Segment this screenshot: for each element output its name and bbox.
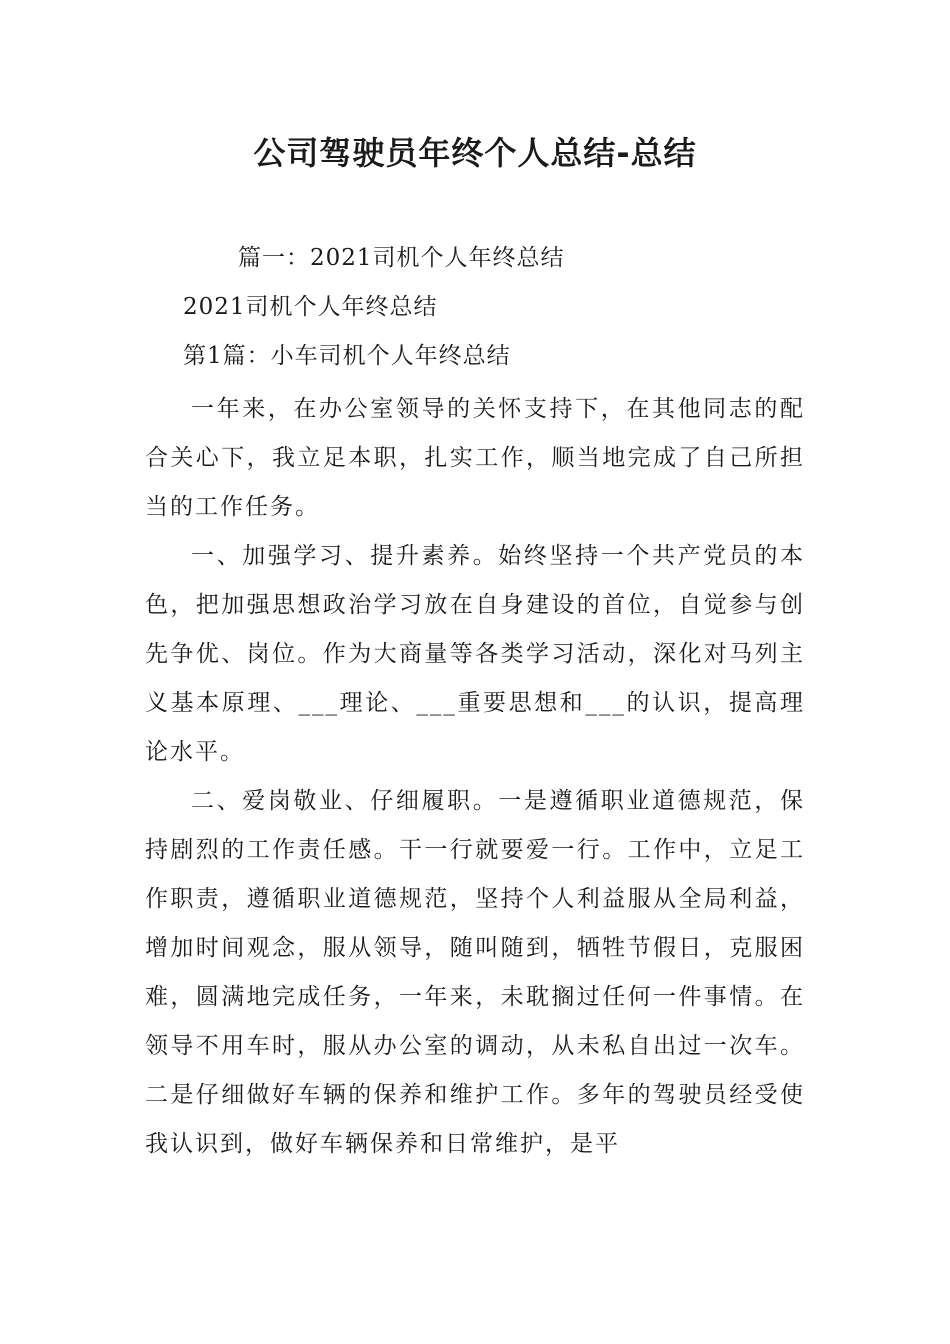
heading-part-one: 第1篇：小车司机个人年终总结: [183, 343, 511, 369]
heading-summary-title: 2021司机个人年终总结: [183, 294, 438, 320]
paragraph-duty: 二、爱岗敬业、仔细履职。一是遵循职业道德规范，保持剧烈的工作责任感。干一行就要爱一行。工作中，立足工作职责，遵循职业道德规范，坚持个人利益服从全局利益，增加时间观念，服从领导，随叫随到，牺牲节假日，克服困难，圆满地完成任务，一年来，未耽搁过任何一件事情。在领导不用车时，服从办公室的调动，从未私自出过一次车。二是仔细做好车辆的保养和维护工作。多年的驾驶员经受使我认识到，做好车辆保养和日常维护，是平: [145, 788, 805, 1157]
paragraph-intro: 一年来，在办公室领导的关怀支持下，在其他同志的配合关心下，我立足本职，扎实工作，顺当地完成了自己所担当的工作任务。: [145, 396, 805, 520]
heading-chapter-one: 篇一：2021司机个人年终总结: [238, 245, 565, 271]
document-title: 公司驾驶员年终个人总结-总结: [253, 134, 697, 172]
paragraph-study: 一、加强学习、提升素养。始终坚持一个共产党员的本色，把加强思想政治学习放在自身建设的首位，自觉参与创先争优、岗位。作为大商量等各类学习活动，深化对马列主义基本原理、___理论、___重要思想和___的认识，提高理论水平。: [145, 543, 805, 765]
